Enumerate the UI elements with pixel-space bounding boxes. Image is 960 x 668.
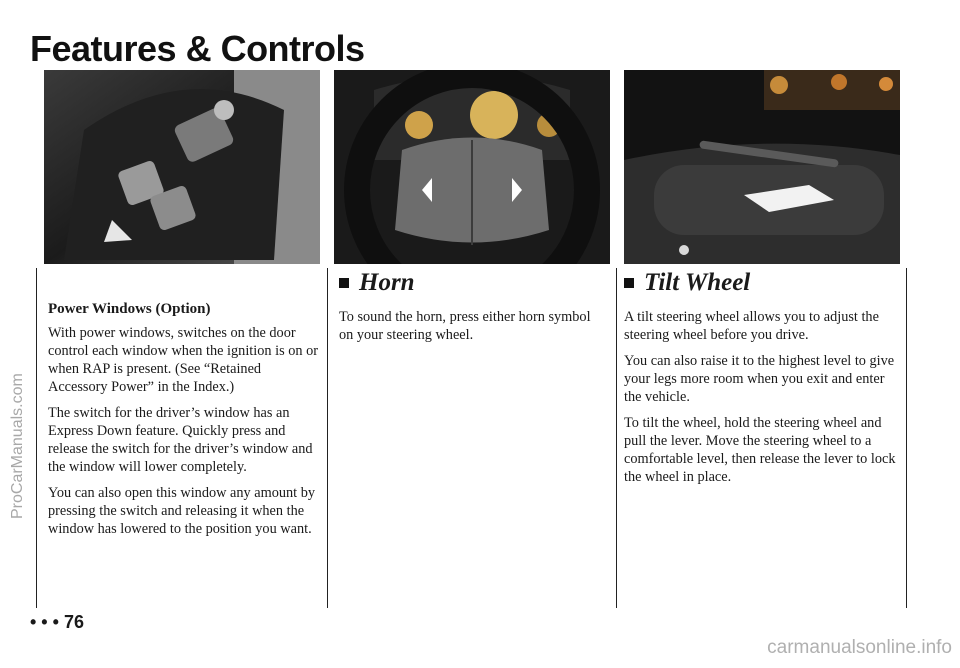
column-divider-middle xyxy=(327,268,328,608)
tilt-wheel-paragraph: A tilt steering wheel allows you to adjust the steering wheel before you drive. xyxy=(624,309,879,343)
tilt-wheel-title: Tilt Wheel xyxy=(644,269,751,296)
horn-title: Horn xyxy=(359,269,415,296)
power-windows-paragraph: The switch for the driver’s window has an Express Down feature. Quickly press and release the switch for the driver’s window and the window will lower completely. xyxy=(48,405,313,475)
bottom-watermark: carmanualsonline.info xyxy=(767,637,952,658)
page-number-dots: • • • xyxy=(30,612,59,632)
power-window-switches-photo xyxy=(44,70,320,264)
tilt-wheel-paragraph: To tilt the wheel, hold the steering wheel and pull the lever. Move the steering wheel to a comfortable level, then release the lever to lock the wheel in place. xyxy=(624,415,896,485)
tilt-wheel-heading xyxy=(624,268,904,298)
tilt-wheel-paragraph: You can also raise it to the highest level to give your legs more room when you exit and enter the vehicle. xyxy=(624,353,895,405)
column-divider-right xyxy=(616,268,617,608)
tilt-lever-photo xyxy=(624,70,900,264)
power-windows-paragraph: You can also open this window any amount by pressing the switch and releasing it when the window has lowered to the position you want. xyxy=(48,485,315,537)
steering-wheel-photo xyxy=(334,70,610,264)
power-windows-paragraph: With power windows, switches on the door control each window when the ignition is on or when RAP is present. (See “Retained Accessory Power” in the Index.) xyxy=(48,325,319,395)
power-windows-heading: Power Windows (Option) xyxy=(48,301,211,317)
power-windows-section xyxy=(48,300,323,546)
page-number-value: 76 xyxy=(63,612,84,632)
bullet-icon xyxy=(624,278,634,288)
page-title: Features & Controls xyxy=(30,28,365,69)
bullet-icon xyxy=(339,278,349,288)
column-divider-far-right xyxy=(906,268,907,608)
page-number xyxy=(30,612,84,633)
side-watermark: ProCarManuals.com xyxy=(9,373,26,519)
column-divider-left xyxy=(36,268,37,608)
horn-section xyxy=(339,268,605,352)
horn-paragraph: To sound the horn, press either horn symbol on your steering wheel. xyxy=(339,309,591,343)
horn-heading xyxy=(339,268,605,298)
tilt-wheel-section xyxy=(624,268,904,494)
